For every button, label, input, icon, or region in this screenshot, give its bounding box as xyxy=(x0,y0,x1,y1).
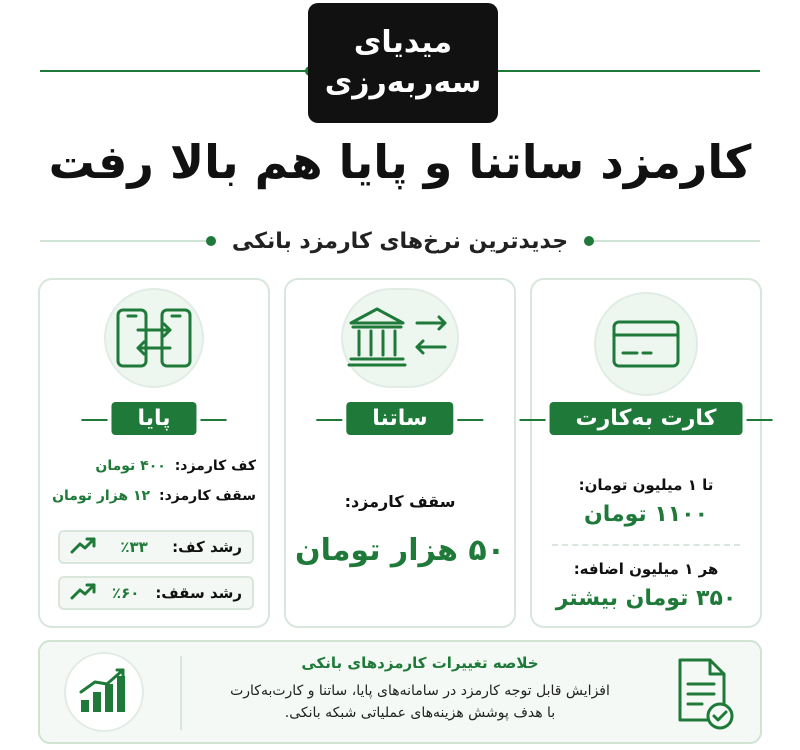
paya-card xyxy=(38,278,270,628)
paya-growth-floor-label: رشد کف: xyxy=(172,538,242,556)
satna-fee-info xyxy=(286,492,514,568)
paya-growth-floor xyxy=(58,530,254,564)
header-rule-right xyxy=(490,70,760,72)
subtitle-rule-right xyxy=(584,240,760,242)
paya-growth-floor-value: ٪۳۳ xyxy=(120,538,148,556)
summary-line-2: با هدف پوشش هزینه‌های عملیاتی شبکه بانکی. xyxy=(284,705,556,722)
summary-line-1: افزایش قابل توجه کارمزد در سامانه‌های پایا، ساتنا و کارت‌به‌کارت xyxy=(230,683,610,699)
paya-ceiling-label: سقف کارمزد: xyxy=(158,488,256,504)
satna-cap-label: سقف کارمزد: xyxy=(344,492,456,511)
card-tier-2-label: هر ۱ میلیون اضافه: xyxy=(573,560,719,578)
paya-growth-ceiling-value: ٪۶۰ xyxy=(111,584,140,602)
paya-growth-ceiling xyxy=(58,576,254,610)
card-tier-1 xyxy=(532,476,760,527)
summary-divider xyxy=(180,656,182,730)
page-title: کارمزد ساتنا و پایا هم بالا رفت xyxy=(48,135,752,189)
trend-up-icon xyxy=(70,582,96,604)
bank-transfer-icon xyxy=(341,288,459,388)
card-tier-1-value: ۱۱۰۰ تومان xyxy=(583,502,709,527)
satna-label: ساتنا xyxy=(346,402,453,435)
page-subtitle: جدیدترین نرخ‌های کارمزد بانکی xyxy=(231,228,569,254)
brand-logo xyxy=(308,3,498,123)
brand-line-1: میدیای xyxy=(353,24,453,60)
paya-ceiling-row xyxy=(52,488,256,504)
summary-box xyxy=(38,640,762,744)
header-rule-left xyxy=(40,70,310,72)
summary-title: خلاصه تغییرات کارمزدهای بانکی xyxy=(301,654,539,672)
bar-chart-icon xyxy=(64,652,144,732)
card-divider xyxy=(552,544,740,546)
card-to-card-label: کارت به‌کارت xyxy=(550,402,743,435)
credit-card-icon xyxy=(594,292,698,396)
paya-label: پایا xyxy=(111,402,196,435)
summary-text xyxy=(190,654,650,725)
card-tier-2-value: ۳۵۰ تومان بیشتر xyxy=(555,586,737,611)
paya-growth-ceiling-label: رشد سقف: xyxy=(155,584,242,602)
document-check-icon xyxy=(666,656,742,732)
subtitle-row xyxy=(40,226,760,256)
paya-ceiling-value: ۱۲ هزار تومان xyxy=(52,488,151,504)
summary-body xyxy=(190,680,650,725)
card-tier-2 xyxy=(532,560,760,611)
card-to-card-card xyxy=(530,278,762,628)
phone-transfer-icon xyxy=(104,288,204,388)
paya-fee-info xyxy=(52,458,256,518)
satna-cap-value: ۵۰ هزار تومان xyxy=(294,533,506,568)
paya-floor-label: کف کارمزد: xyxy=(174,458,256,474)
subtitle-rule-left xyxy=(40,240,216,242)
trend-up-icon xyxy=(70,536,96,558)
brand-line-2: سەربەرزی xyxy=(324,65,482,100)
card-tier-1-label: تا ۱ میلیون تومان: xyxy=(578,476,714,494)
paya-floor-value: ۴۰۰ تومان xyxy=(95,458,166,474)
paya-floor-row xyxy=(52,458,256,474)
satna-card xyxy=(284,278,516,628)
